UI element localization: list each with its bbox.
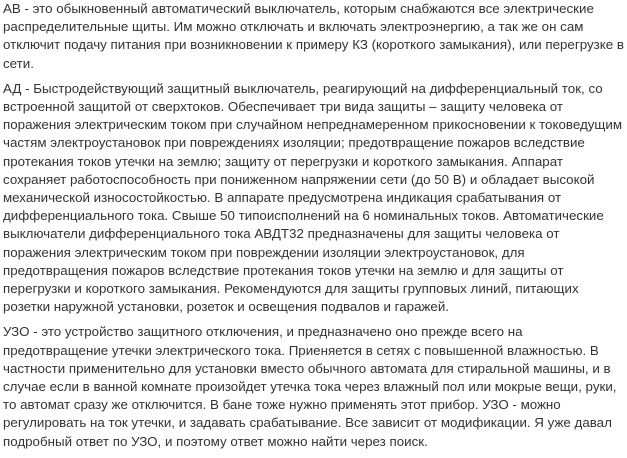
paragraph-ad: АД - Быстродействующий защитный выключатель, реагирующий на дифференциальный ток, со встроенной защитой от сверхтоков. Обеспечивает три вида защиты – защиту человека от поражения электрическим током при случайном непреднамеренном прикосновении к токоведущим частям электроустановок при повреждениях изоляции; предотвращение пожаров вследствие протекания токов утечки на землю; защиту от перегрузки и короткого замыкания. Аппарат сохраняет работоспособность при пониженном напряжении сети (до 50 В) и обладает высокой механической износостойкостью. В аппарате предусмотрена индикация срабатывания от дифференциального тока. Свыше 50 типоисполнений на 6 номинальных токов. Автоматические выключатели дифференциального тока АВДТ32 предназначены для защиты человека от поражения электрическим током при повреждении изоляции электроустановок, для предотвращения пожаров вследствие протекания токов утечки на землю и для защиты от перегрузки и короткого замыкания. Рекомендуются для защиты групповых линий, питающих розетки наружной установки, розеток и освещения подвалов и гаражей.: [3, 80, 623, 315]
paragraph-av: АВ - это обыкновенный автоматический выключатель, которым снабжаются все электрические распределительные щиты. Им можно отключать и включать электроэнергию, а так же он сам отключит подачу питания при возникновении к примеру КЗ (короткого замыкания), или перегрузке в сети.: [3, 1, 624, 71]
paragraph-uzo: УЗО - это устройство защитного отключения, и предназначено оно прежде всего на предотвращение утечки электрического тока. Приеняется в сетях с повышенной влажностью. В частности применительно для установки вместо обычного автомата для стиральной машины, и в случае если в ванной комнате произойдет утечка тока через влажный пол или мокрые вещи, руки, то автомат сразу же отключится. В бане тоже нужно применять этот прибор. УЗО - можно регулировать на ток утечки, и задавать срабатывание. Все зависит от модификации. Я уже давал подробный ответ по УЗО, и поэтому ответ можно найти через поиск.: [3, 324, 617, 449]
answer-text: [3, 0, 625, 458]
